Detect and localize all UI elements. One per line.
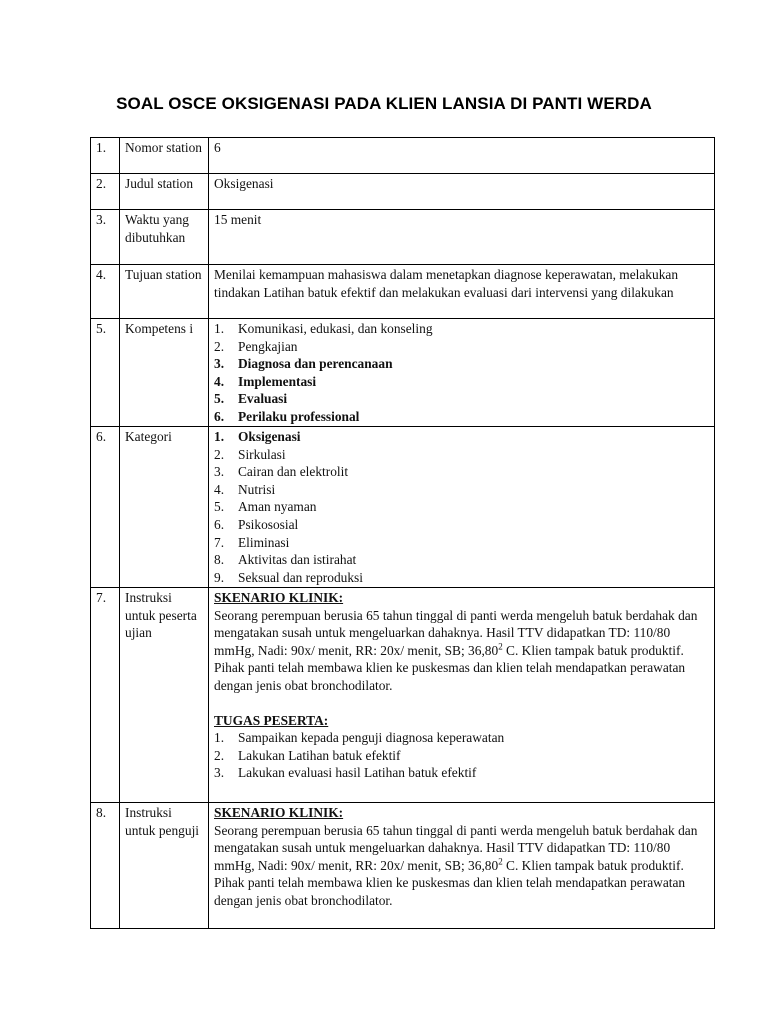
row-number: 8. — [91, 803, 120, 929]
list-item: 2. Sirkulasi — [214, 446, 286, 462]
table-row — [91, 265, 715, 319]
list-item: 4. Implementasi — [214, 373, 317, 389]
list-item: 1. Sampaikan kepada penguji diagnosa keperawatan — [214, 730, 505, 746]
row-number: 7. — [91, 588, 120, 803]
table-row — [91, 319, 715, 427]
scenario-heading: SKENARIO KLINIK: — [214, 805, 344, 820]
table-row — [91, 210, 715, 265]
table-row — [91, 588, 715, 803]
osce-table — [90, 137, 715, 929]
row-label: Instruksi untuk peserta ujian — [120, 588, 209, 803]
row-number: 5. — [91, 319, 120, 427]
row-value — [209, 803, 715, 929]
list-item: 3. Diagnosa dan perencanaan — [214, 356, 393, 372]
list-item: 2. Lakukan Latihan batuk efektif — [214, 747, 401, 763]
task-heading: TUGAS PESERTA: — [214, 712, 329, 728]
row-label: Nomor station — [120, 138, 209, 174]
row-number: 2. — [91, 174, 120, 210]
row-label: Instruksi untuk penguji — [120, 803, 209, 929]
list-item: 8. Aktivitas dan istirahat — [214, 552, 357, 568]
row-number: 3. — [91, 210, 120, 265]
list-item: 4. Nutrisi — [214, 481, 276, 497]
row-label: Kategori — [120, 427, 209, 588]
row-value: Menilai kemampuan mahasiswa dalam menetapkan diagnose keperawatan, melakukan tindakan Latihan batuk efektif dan melakukan evaluasi dari intervensi yang dilakukan — [209, 265, 715, 319]
list-item: 3. Lakukan evaluasi hasil Latihan batuk efektif — [214, 765, 477, 781]
list-item: 1. Komunikasi, edukasi, dan konseling — [214, 321, 433, 336]
table-row — [91, 803, 715, 929]
row-number: 4. — [91, 265, 120, 319]
row-value: 6 — [209, 138, 715, 174]
list-item: 6. Psikososial — [214, 516, 299, 532]
table-row — [91, 427, 715, 588]
list-item: 5. Evaluasi — [214, 391, 288, 407]
table-row — [91, 174, 715, 210]
list-item: 5. Aman nyaman — [214, 499, 317, 515]
list-item: 9. Seksual dan reproduksi — [214, 569, 363, 585]
competency-list — [214, 320, 711, 426]
row-label: Waktu yang dibutuhkan — [120, 210, 209, 265]
row-value — [209, 588, 715, 803]
row-value: Oksigenasi — [209, 174, 715, 210]
scenario-text: Seorang perempuan berusia 65 tahun tinggal di panti werda mengeluh batuk berdahak dan mengatakan susah untuk mengeluarkan dahaknya. Hasil TTV didapatkan TD: 110/80 mmHg, Nadi: 90x/ menit, RR: 20x/ menit, SB; 36,80$^2$ C. Klien tampak batuk produktif. Pihak panti telah membawa klien ke puskesmas dan klien telah mendapatkan perawatan dengan jenis obat bronchodilator. — [214, 822, 698, 908]
row-value — [209, 319, 715, 427]
row-label: Kompetens i — [120, 319, 209, 427]
list-item: 7. Eliminasi — [214, 534, 290, 550]
row-number: 6. — [91, 427, 120, 588]
row-value — [209, 427, 715, 588]
document-title: SOAL OSCE OKSIGENASI PADA KLIEN LANSIA DI PANTI WERDA — [116, 94, 652, 113]
category-list — [214, 428, 711, 586]
scenario-text: Seorang perempuan berusia 65 tahun tinggal di panti werda mengeluh batuk berdahak dan mengatakan susah untuk mengeluarkan dahaknya. Hasil TTV didapatkan TD: 110/80 mmHg, Nadi: 90x/ menit, RR: 20x/ menit, SB; 36,80$^2$ C. Klien tampak batuk produktif. Pihak panti telah membawa klien ke puskesmas dan klien telah mendapatkan perawatan dengan jenis obat bronchodilator. — [214, 607, 698, 693]
scenario-heading: SKENARIO KLINIK: — [214, 590, 344, 605]
table-row — [91, 138, 715, 174]
row-number: 1. — [91, 138, 120, 174]
row-label: Tujuan station — [120, 265, 209, 319]
task-list — [214, 729, 711, 782]
row-label: Judul station — [120, 174, 209, 210]
list-item: 2. Pengkajian — [214, 338, 298, 354]
row-value: 15 menit — [209, 210, 715, 265]
list-item: 1. Oksigenasi — [214, 429, 301, 444]
list-item: 3. Cairan dan elektrolit — [214, 464, 349, 480]
list-item: 6. Perilaku professional — [214, 408, 360, 424]
